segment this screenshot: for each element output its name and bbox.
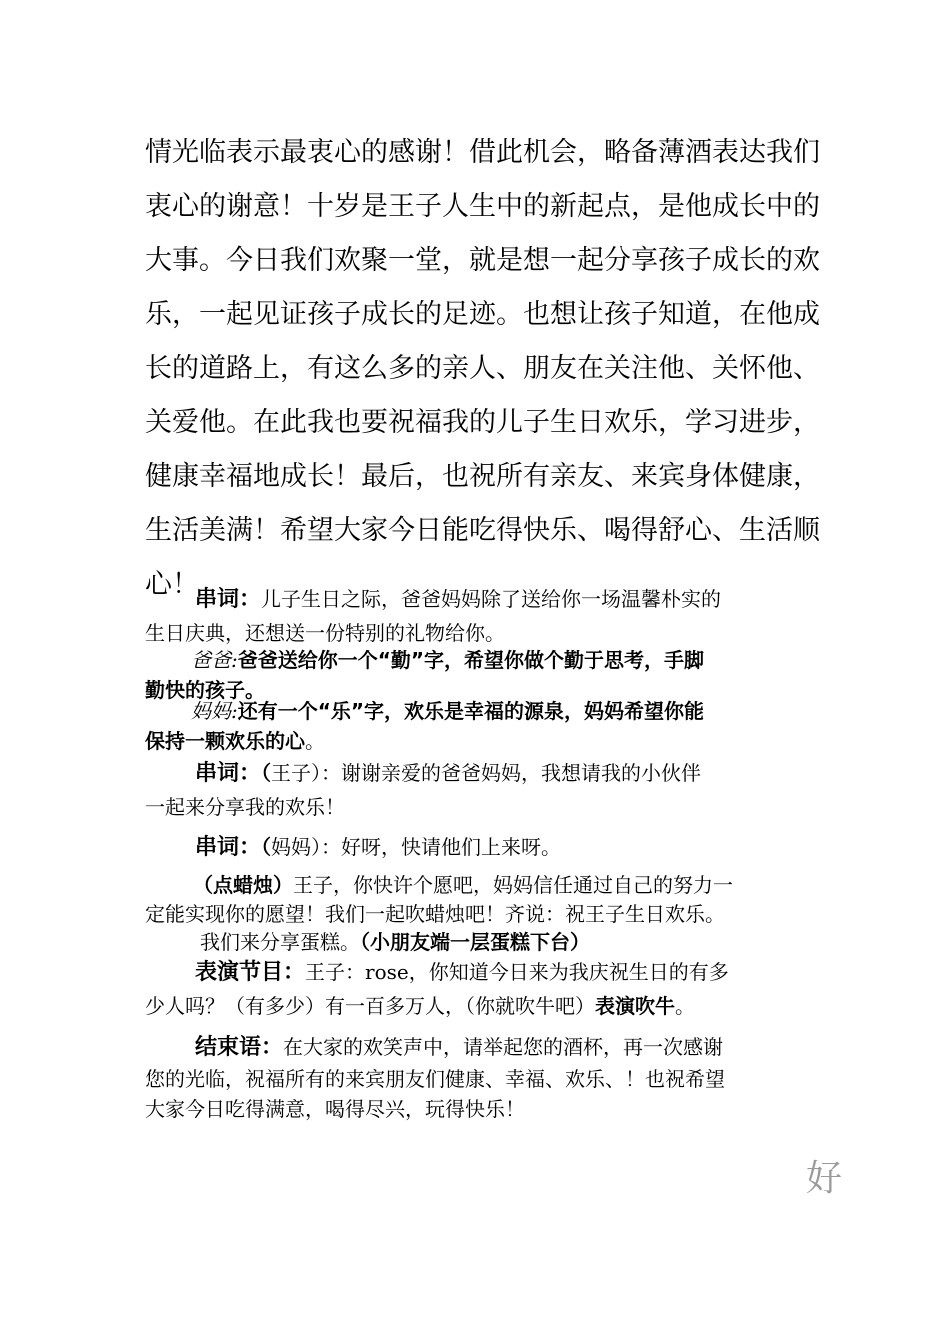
mom-line <box>145 696 810 756</box>
mom-text: 保持一颗欢乐的心 <box>145 729 305 753</box>
candle-section <box>145 870 810 956</box>
intro-line: 大事。今日我们欢聚一堂，就是想一起分享孩子成长的欢 <box>145 245 820 276</box>
performance-section <box>145 955 810 1023</box>
mom-speaker: 妈妈: <box>191 699 238 723</box>
dad-text: 勤快的孩子。 <box>145 678 265 702</box>
performance-text: 王子：rose，你知道今日来为我庆祝生日的有多 <box>305 960 729 984</box>
mom-end: 。 <box>305 729 325 753</box>
paren: （ <box>261 761 272 785</box>
closing-section <box>145 1030 810 1124</box>
candle-text: 我们来分享蛋糕。 <box>200 930 360 954</box>
host-text: 妈妈）：好呀，快请他们上来呀。 <box>271 835 562 859</box>
intro-line: 关爱他。在此我也要祝福我的儿子生日欢乐，学习进步， <box>145 407 820 438</box>
intro-line: 衷心的谢意！十岁是王子人生中的新起点，是他成长中的 <box>145 191 820 222</box>
dad-speaker: 爸爸: <box>191 648 238 672</box>
dad-text: 爸爸送给你一个“勤”字，希望你做个勤于思考，手脚 <box>237 648 705 672</box>
candle-action: （小朋友端一层蛋糕下台） <box>360 930 590 954</box>
host-text: 儿子生日之际，爸爸妈妈除了送给你一场温馨朴实的 <box>261 587 722 611</box>
host-text: 生日庆典，还想送一份特别的礼物给你。 <box>145 621 505 645</box>
host-text: 一起来分享我的欢乐！ <box>145 795 345 819</box>
candle-label: （点蜡烛） <box>193 873 293 897</box>
closing-text: 您的光临，祝福所有的来宾朋友们健康、幸福、欢乐、！也祝希望 <box>145 1067 725 1091</box>
closing-label: 结束语： <box>195 1035 284 1060</box>
candle-text: 王子，你快许个愿吧，妈妈信任通过自己的努力一 <box>293 873 733 897</box>
performance-label: 表演节目： <box>195 960 306 985</box>
mom-text: 还有一个“乐”字，欢乐是幸福的源泉，妈妈希望你能 <box>237 699 705 723</box>
host-line-2 <box>145 756 810 824</box>
watermark-glyph: 好 <box>806 1158 843 1199</box>
paren: （ <box>261 835 272 859</box>
host-text: 王子）：谢谢亲爱的爸爸妈妈，我想请我的小伙伴 <box>271 761 702 785</box>
host-line-1 <box>145 582 810 650</box>
intro-paragraph <box>145 126 820 612</box>
host-label: 串词： <box>195 587 262 612</box>
closing-text: 在大家的欢笑声中，请举起您的酒杯，再一次感谢 <box>283 1035 724 1059</box>
intro-line: 心！ <box>145 569 199 600</box>
intro-line: 健康幸福地成长！最后，也祝所有亲友、来宾身体健康， <box>145 461 820 492</box>
performance-action: 表演吹牛 <box>595 994 675 1018</box>
host-label: 串词： <box>195 835 262 860</box>
host-line-3 <box>145 830 810 864</box>
intro-line: 长的道路上，有这么多的亲人、朋友在关注他、关怀他、 <box>145 353 820 384</box>
intro-line: 乐，一起见证孩子成长的足迹。也想让孩子知道，在他成 <box>145 299 820 330</box>
host-label: 串词： <box>195 761 262 786</box>
performance-end: 。 <box>675 994 695 1018</box>
intro-line: 情光临表示最衷心的感谢！借此机会，略备薄酒表达我们 <box>145 137 820 168</box>
closing-text: 大家今日吃得满意，喝得尽兴，玩得快乐！ <box>145 1097 525 1121</box>
candle-text: 定能实现你的愿望！我们一起吹蜡烛吧！齐说：祝王子生日欢乐。 <box>145 902 725 926</box>
intro-line: 生活美满！希望大家今日能吃得快乐、喝得舒心、生活顺 <box>145 515 820 546</box>
performance-text: 少人吗？（有多少）有一百多万人，（你就吹牛吧） <box>145 994 595 1018</box>
